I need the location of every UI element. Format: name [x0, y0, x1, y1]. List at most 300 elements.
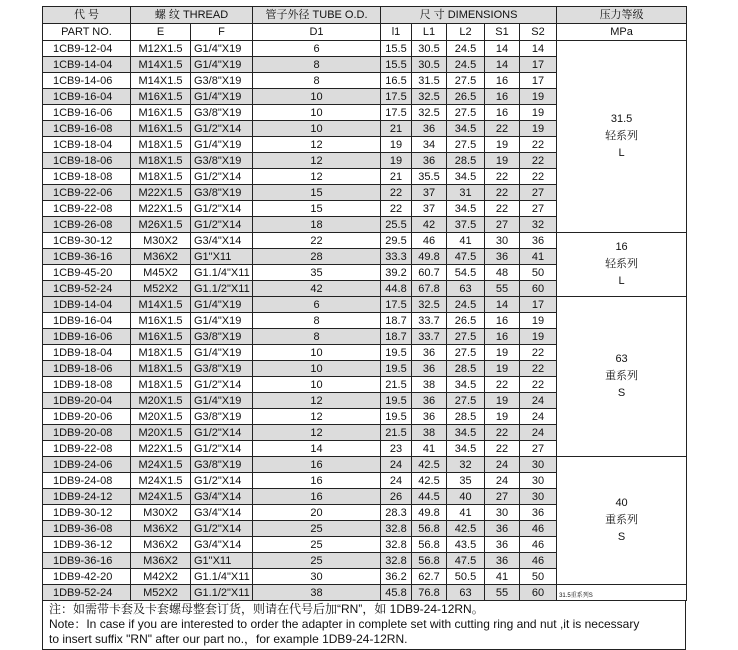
- cell-part-no: 1DB9-30-12: [43, 505, 131, 521]
- cell-dim-s1: 16: [485, 89, 520, 105]
- pressure-rating-line: 31.5重系列S: [559, 593, 593, 599]
- cell-dim-l: 21.5: [381, 425, 412, 441]
- cell-dim-l: 21.5: [381, 377, 412, 393]
- cell-thread-f: G1.1/4"X11: [191, 569, 253, 585]
- cell-tube-od-d1: 12: [253, 137, 381, 153]
- cell-dim-s1: 22: [485, 425, 520, 441]
- cell-dim-l1: 44.5: [412, 489, 447, 505]
- cell-tube-od-d1: 16: [253, 457, 381, 473]
- cell-thread-f: G3/4"X14: [191, 537, 253, 553]
- cell-dim-l: 23: [381, 441, 412, 457]
- col-header-l: l1: [381, 24, 412, 41]
- col-header-mpa: MPa: [557, 24, 687, 41]
- cell-thread-e: M18X1.5: [131, 153, 191, 169]
- cell-dim-s1: 16: [485, 105, 520, 121]
- cell-dim-s1: 19: [485, 409, 520, 425]
- cell-thread-f: G3/4"X14: [191, 233, 253, 249]
- cell-dim-s2: 27: [520, 185, 557, 201]
- cell-dim-s2: 24: [520, 393, 557, 409]
- cell-thread-f: G3/8"X19: [191, 457, 253, 473]
- note-chinese: 注：如需带卡套及卡套螺母整套订货，则请在代号后加“RN”，如 1DB9-24-12RN。: [49, 602, 484, 616]
- cell-dim-s1: 48: [485, 265, 520, 281]
- cell-dim-l1: 35.5: [412, 169, 447, 185]
- cell-dim-s1: 30: [485, 505, 520, 521]
- cell-dim-l1: 34: [412, 137, 447, 153]
- table-body: [43, 41, 687, 601]
- cell-dim-l2: 43.5: [447, 537, 485, 553]
- cell-thread-e: M16X1.5: [131, 105, 191, 121]
- cell-dim-l2: 31: [447, 185, 485, 201]
- cell-dim-l: 39.2: [381, 265, 412, 281]
- cell-tube-od-d1: 10: [253, 377, 381, 393]
- cell-tube-od-d1: 15: [253, 185, 381, 201]
- cell-dim-l2: 32: [447, 457, 485, 473]
- cell-thread-e: M18X1.5: [131, 169, 191, 185]
- cell-dim-s1: 55: [485, 585, 520, 601]
- cell-dim-s1: 22: [485, 169, 520, 185]
- table-row: [43, 233, 687, 249]
- cell-dim-l2: 41: [447, 233, 485, 249]
- cell-dim-s1: 14: [485, 41, 520, 57]
- cell-tube-od-d1: 10: [253, 345, 381, 361]
- cell-thread-f: G3/8"X19: [191, 329, 253, 345]
- pressure-rating-cell: [557, 233, 687, 297]
- cell-dim-l1: 33.7: [412, 329, 447, 345]
- cell-dim-l: 17.5: [381, 89, 412, 105]
- cell-thread-f: G1/2"X14: [191, 441, 253, 457]
- cell-dim-l1: 36: [412, 409, 447, 425]
- cell-dim-l2: 24.5: [447, 41, 485, 57]
- cell-dim-l1: 30.5: [412, 57, 447, 73]
- pressure-rating-line: 重系列: [605, 370, 639, 382]
- cell-thread-f: G1/4"X19: [191, 41, 253, 57]
- cell-tube-od-d1: 30: [253, 569, 381, 585]
- cell-dim-l: 19.5: [381, 361, 412, 377]
- cell-dim-s1: 24: [485, 473, 520, 489]
- cell-dim-l1: 30.5: [412, 41, 447, 57]
- cell-dim-s2: 50: [520, 569, 557, 585]
- cell-dim-l2: 47.5: [447, 249, 485, 265]
- cell-thread-e: M42X2: [131, 569, 191, 585]
- pressure-rating-line: S: [617, 531, 626, 543]
- cell-thread-e: M36X2: [131, 537, 191, 553]
- cell-thread-e: M16X1.5: [131, 89, 191, 105]
- cell-dim-s2: 19: [520, 329, 557, 345]
- cell-dim-s1: 19: [485, 361, 520, 377]
- cell-dim-l1: 36: [412, 393, 447, 409]
- cell-tube-od-d1: 12: [253, 409, 381, 425]
- cell-dim-s2: 17: [520, 57, 557, 73]
- cell-tube-od-d1: 12: [253, 425, 381, 441]
- col-header-l2: L2: [447, 24, 485, 41]
- cell-thread-e: M52X2: [131, 585, 191, 601]
- cell-dim-s1: 36: [485, 553, 520, 569]
- cell-dim-l: 18.7: [381, 329, 412, 345]
- cell-tube-od-d1: 10: [253, 121, 381, 137]
- cell-dim-s1: 14: [485, 57, 520, 73]
- table-row: [43, 585, 687, 601]
- cell-dim-l: 32.8: [381, 537, 412, 553]
- cell-dim-l: 32.8: [381, 553, 412, 569]
- col-header-l1: L1: [412, 24, 447, 41]
- cell-thread-e: M14X1.5: [131, 297, 191, 313]
- cell-dim-l1: 46: [412, 233, 447, 249]
- cell-dim-l2: 26.5: [447, 89, 485, 105]
- adapter-dimension-sheet: [42, 6, 686, 650]
- col-header-s2: S2: [520, 24, 557, 41]
- cell-dim-l2: 28.5: [447, 409, 485, 425]
- header-row-bottom: [43, 24, 687, 41]
- cell-dim-s2: 46: [520, 521, 557, 537]
- cell-thread-e: M16X1.5: [131, 121, 191, 137]
- cell-dim-l: 24: [381, 473, 412, 489]
- cell-dim-s1: 36: [485, 537, 520, 553]
- cell-thread-f: G1/4"X19: [191, 89, 253, 105]
- cell-dim-s2: 60: [520, 281, 557, 297]
- cell-dim-l2: 27.5: [447, 329, 485, 345]
- cell-dim-l1: 37: [412, 201, 447, 217]
- cell-dim-s2: 50: [520, 265, 557, 281]
- cell-thread-e: M30X2: [131, 505, 191, 521]
- cell-part-no: 1CB9-36-16: [43, 249, 131, 265]
- cell-dim-l2: 50.5: [447, 569, 485, 585]
- cell-tube-od-d1: 28: [253, 249, 381, 265]
- col-header-s1: S1: [485, 24, 520, 41]
- cell-dim-s2: 36: [520, 233, 557, 249]
- cell-thread-e: M12X1.5: [131, 41, 191, 57]
- cell-dim-s2: 22: [520, 345, 557, 361]
- cell-dim-l1: 36: [412, 121, 447, 137]
- col-header-d1: D1: [253, 24, 381, 41]
- cell-dim-s2: 19: [520, 105, 557, 121]
- cell-part-no: 1CB9-14-04: [43, 57, 131, 73]
- cell-part-no: 1DB9-52-24: [43, 585, 131, 601]
- cell-dim-l2: 42.5: [447, 521, 485, 537]
- cell-part-no: 1DB9-16-04: [43, 313, 131, 329]
- cell-dim-s1: 19: [485, 137, 520, 153]
- cell-dim-l2: 34.5: [447, 377, 485, 393]
- cell-tube-od-d1: 18: [253, 217, 381, 233]
- cell-dim-l: 45.8: [381, 585, 412, 601]
- col-header-pressure: 压力等级: [557, 7, 687, 24]
- cell-dim-l2: 24.5: [447, 297, 485, 313]
- cell-tube-od-d1: 14: [253, 441, 381, 457]
- cell-dim-l: 15.5: [381, 57, 412, 73]
- cell-thread-e: M16X1.5: [131, 329, 191, 345]
- cell-part-no: 1CB9-16-06: [43, 105, 131, 121]
- cell-part-no: 1DB9-24-12: [43, 489, 131, 505]
- cell-dim-l1: 67.8: [412, 281, 447, 297]
- cell-dim-l: 44.8: [381, 281, 412, 297]
- cell-dim-l1: 38: [412, 377, 447, 393]
- cell-dim-l: 36.2: [381, 569, 412, 585]
- cell-dim-l1: 56.8: [412, 521, 447, 537]
- cell-tube-od-d1: 10: [253, 105, 381, 121]
- cell-dim-l: 21: [381, 169, 412, 185]
- cell-dim-s2: 46: [520, 553, 557, 569]
- pressure-rating-line: 重系列: [605, 514, 639, 526]
- cell-thread-e: M22X1.5: [131, 441, 191, 457]
- cell-dim-l2: 47.5: [447, 553, 485, 569]
- cell-dim-l2: 41: [447, 505, 485, 521]
- cell-tube-od-d1: 12: [253, 393, 381, 409]
- cell-dim-l1: 32.5: [412, 105, 447, 121]
- cell-dim-l: 22: [381, 201, 412, 217]
- cell-dim-l2: 27.5: [447, 345, 485, 361]
- cell-part-no: 1CB9-30-12: [43, 233, 131, 249]
- cell-dim-l: 21: [381, 121, 412, 137]
- col-header-part-no: PART NO.: [43, 24, 131, 41]
- cell-thread-f: G3/8"X19: [191, 153, 253, 169]
- cell-tube-od-d1: 8: [253, 329, 381, 345]
- cell-dim-l2: 28.5: [447, 361, 485, 377]
- cell-thread-f: G3/8"X19: [191, 185, 253, 201]
- cell-dim-l2: 34.5: [447, 121, 485, 137]
- cell-dim-l2: 28.5: [447, 153, 485, 169]
- cell-dim-l2: 35: [447, 473, 485, 489]
- cell-part-no: 1CB9-16-08: [43, 121, 131, 137]
- cell-dim-s2: 19: [520, 121, 557, 137]
- cell-part-no: 1DB9-22-08: [43, 441, 131, 457]
- cell-tube-od-d1: 25: [253, 521, 381, 537]
- pressure-rating-line: L: [618, 275, 625, 287]
- table-row: [43, 41, 687, 57]
- cell-thread-e: M30X2: [131, 233, 191, 249]
- cell-dim-l: 18.7: [381, 313, 412, 329]
- cell-dim-l1: 60.7: [412, 265, 447, 281]
- cell-dim-l: 19.5: [381, 409, 412, 425]
- pressure-rating-cell: [557, 457, 687, 585]
- cell-tube-od-d1: 16: [253, 489, 381, 505]
- cell-dim-l: 19.5: [381, 345, 412, 361]
- cell-dim-s2: 41: [520, 249, 557, 265]
- cell-thread-f: G1/4"X19: [191, 393, 253, 409]
- cell-dim-l1: 37: [412, 185, 447, 201]
- cell-dim-s1: 22: [485, 201, 520, 217]
- cell-dim-l2: 27.5: [447, 393, 485, 409]
- cell-dim-l: 19.5: [381, 393, 412, 409]
- cell-tube-od-d1: 15: [253, 201, 381, 217]
- cell-thread-e: M36X2: [131, 553, 191, 569]
- cell-dim-s1: 36: [485, 249, 520, 265]
- cell-tube-od-d1: 35: [253, 265, 381, 281]
- cell-thread-f: G3/4"X14: [191, 505, 253, 521]
- cell-thread-f: G1/4"X19: [191, 313, 253, 329]
- cell-thread-f: G3/8"X19: [191, 73, 253, 89]
- cell-dim-s1: 36: [485, 521, 520, 537]
- cell-dim-s2: 27: [520, 441, 557, 457]
- cell-part-no: 1CB9-22-06: [43, 185, 131, 201]
- cell-thread-f: G1/2"X14: [191, 425, 253, 441]
- cell-dim-s1: 24: [485, 457, 520, 473]
- cell-thread-e: M24X1.5: [131, 457, 191, 473]
- cell-part-no: 1CB9-45-20: [43, 265, 131, 281]
- cell-dim-s2: 32: [520, 217, 557, 233]
- cell-dim-l1: 41: [412, 441, 447, 457]
- cell-dim-l: 26: [381, 489, 412, 505]
- cell-thread-f: G1/4"X19: [191, 57, 253, 73]
- cell-part-no: 1CB9-26-08: [43, 217, 131, 233]
- cell-tube-od-d1: 6: [253, 297, 381, 313]
- cell-part-no: 1DB9-20-04: [43, 393, 131, 409]
- cell-thread-e: M20X1.5: [131, 393, 191, 409]
- cell-dim-s2: 19: [520, 89, 557, 105]
- cell-dim-l: 16.5: [381, 73, 412, 89]
- cell-tube-od-d1: 10: [253, 89, 381, 105]
- cell-dim-s2: 19: [520, 313, 557, 329]
- cell-dim-l1: 32.5: [412, 89, 447, 105]
- cell-thread-e: M18X1.5: [131, 137, 191, 153]
- cell-dim-s1: 55: [485, 281, 520, 297]
- cell-dim-s1: 22: [485, 121, 520, 137]
- cell-dim-s2: 17: [520, 297, 557, 313]
- cell-dim-l2: 54.5: [447, 265, 485, 281]
- cell-dim-l1: 76.8: [412, 585, 447, 601]
- pressure-rating-line: 31.5: [610, 113, 633, 125]
- cell-thread-e: M22X1.5: [131, 201, 191, 217]
- cell-dim-l1: 56.8: [412, 537, 447, 553]
- cell-thread-e: M18X1.5: [131, 377, 191, 393]
- cell-dim-s2: 30: [520, 457, 557, 473]
- dimension-table: [42, 6, 687, 601]
- cell-thread-f: G1/4"X19: [191, 137, 253, 153]
- cell-dim-l1: 31.5: [412, 73, 447, 89]
- cell-part-no: 1DB9-42-20: [43, 569, 131, 585]
- cell-dim-l2: 63: [447, 585, 485, 601]
- cell-tube-od-d1: 42: [253, 281, 381, 297]
- cell-part-no: 1DB9-24-08: [43, 473, 131, 489]
- cell-thread-f: G3/4"X14: [191, 489, 253, 505]
- cell-dim-l2: 24.5: [447, 57, 485, 73]
- cell-dim-s2: 30: [520, 489, 557, 505]
- order-note: [42, 601, 686, 650]
- cell-dim-l1: 32.5: [412, 297, 447, 313]
- col-header-thread: 螺 纹 THREAD: [131, 7, 253, 24]
- cell-part-no: 1DB9-16-06: [43, 329, 131, 345]
- cell-thread-f: G1/2"X14: [191, 169, 253, 185]
- cell-dim-l2: 27.5: [447, 105, 485, 121]
- cell-thread-f: G1/2"X14: [191, 201, 253, 217]
- cell-thread-e: M24X1.5: [131, 489, 191, 505]
- cell-thread-f: G1/2"X14: [191, 121, 253, 137]
- cell-tube-od-d1: 12: [253, 169, 381, 185]
- cell-thread-f: G1/2"X14: [191, 521, 253, 537]
- cell-dim-s1: 16: [485, 313, 520, 329]
- cell-part-no: 1DB9-18-04: [43, 345, 131, 361]
- pressure-rating-cell: [557, 585, 687, 601]
- cell-tube-od-d1: 16: [253, 473, 381, 489]
- cell-thread-e: M16X1.5: [131, 313, 191, 329]
- cell-part-no: 1CB9-22-08: [43, 201, 131, 217]
- cell-dim-l1: 49.8: [412, 249, 447, 265]
- cell-dim-l: 33.3: [381, 249, 412, 265]
- cell-part-no: 1CB9-18-08: [43, 169, 131, 185]
- cell-thread-f: G1.1/2"X11: [191, 281, 253, 297]
- pressure-rating-line: S: [617, 387, 626, 399]
- cell-part-no: 1CB9-14-06: [43, 73, 131, 89]
- cell-dim-l: 28.3: [381, 505, 412, 521]
- pressure-rating-line: 16: [615, 241, 628, 253]
- cell-part-no: 1CB9-18-04: [43, 137, 131, 153]
- cell-thread-f: G1/2"X14: [191, 377, 253, 393]
- cell-dim-s2: 24: [520, 409, 557, 425]
- cell-thread-f: G1.1/2"X11: [191, 585, 253, 601]
- cell-part-no: 1DB9-18-08: [43, 377, 131, 393]
- cell-dim-l1: 56.8: [412, 553, 447, 569]
- cell-dim-l: 25.5: [381, 217, 412, 233]
- cell-dim-s1: 16: [485, 73, 520, 89]
- cell-part-no: 1DB9-20-08: [43, 425, 131, 441]
- cell-dim-l: 15.5: [381, 41, 412, 57]
- cell-dim-l2: 34.5: [447, 425, 485, 441]
- col-header-dimensions: 尺 寸 DIMENSIONS: [381, 7, 557, 24]
- cell-dim-l2: 27.5: [447, 73, 485, 89]
- cell-thread-e: M14X1.5: [131, 73, 191, 89]
- cell-dim-s1: 19: [485, 153, 520, 169]
- cell-thread-e: M45X2: [131, 265, 191, 281]
- cell-thread-f: G1/2"X14: [191, 473, 253, 489]
- cell-dim-l: 17.5: [381, 105, 412, 121]
- cell-dim-l1: 36: [412, 361, 447, 377]
- cell-dim-l1: 38: [412, 425, 447, 441]
- cell-dim-s1: 30: [485, 233, 520, 249]
- header-row-top: [43, 7, 687, 24]
- cell-dim-s1: 19: [485, 393, 520, 409]
- cell-part-no: 1CB9-18-06: [43, 153, 131, 169]
- cell-dim-l2: 34.5: [447, 441, 485, 457]
- cell-dim-l2: 63: [447, 281, 485, 297]
- cell-tube-od-d1: 8: [253, 313, 381, 329]
- table-row: [43, 457, 687, 473]
- cell-part-no: 1CB9-12-04: [43, 41, 131, 57]
- cell-thread-f: G1"X11: [191, 553, 253, 569]
- col-header-tube-od: 管子外径 TUBE O.D.: [253, 7, 381, 24]
- cell-tube-od-d1: 12: [253, 153, 381, 169]
- cell-thread-f: G1/2"X14: [191, 217, 253, 233]
- cell-thread-e: M20X1.5: [131, 425, 191, 441]
- note-english-line-1: Note：In case if you are interested to order the adapter in complete set with cutting ring and nut ,it is necessary: [49, 617, 640, 631]
- table-row: [43, 297, 687, 313]
- cell-tube-od-d1: 20: [253, 505, 381, 521]
- cell-part-no: 1DB9-20-06: [43, 409, 131, 425]
- cell-dim-l1: 36: [412, 153, 447, 169]
- cell-dim-s2: 36: [520, 505, 557, 521]
- cell-thread-f: G1/4"X19: [191, 345, 253, 361]
- cell-dim-l: 19: [381, 137, 412, 153]
- cell-dim-s2: 46: [520, 537, 557, 553]
- cell-tube-od-d1: 8: [253, 73, 381, 89]
- cell-dim-l2: 34.5: [447, 201, 485, 217]
- cell-thread-e: M18X1.5: [131, 361, 191, 377]
- cell-dim-s1: 22: [485, 185, 520, 201]
- pressure-rating-line: 轻系列: [605, 130, 639, 142]
- cell-dim-s2: 60: [520, 585, 557, 601]
- cell-part-no: 1DB9-36-12: [43, 537, 131, 553]
- cell-thread-e: M36X2: [131, 521, 191, 537]
- cell-tube-od-d1: 6: [253, 41, 381, 57]
- cell-dim-l: 24: [381, 457, 412, 473]
- pressure-rating-cell: [557, 297, 687, 457]
- cell-dim-l2: 26.5: [447, 313, 485, 329]
- cell-dim-l2: 34.5: [447, 169, 485, 185]
- cell-dim-s1: 14: [485, 297, 520, 313]
- cell-dim-s2: 22: [520, 137, 557, 153]
- cell-dim-s1: 19: [485, 345, 520, 361]
- cell-dim-s2: 22: [520, 377, 557, 393]
- pressure-rating-cell: [557, 41, 687, 233]
- cell-thread-e: M26X1.5: [131, 217, 191, 233]
- cell-part-no: 1DB9-36-08: [43, 521, 131, 537]
